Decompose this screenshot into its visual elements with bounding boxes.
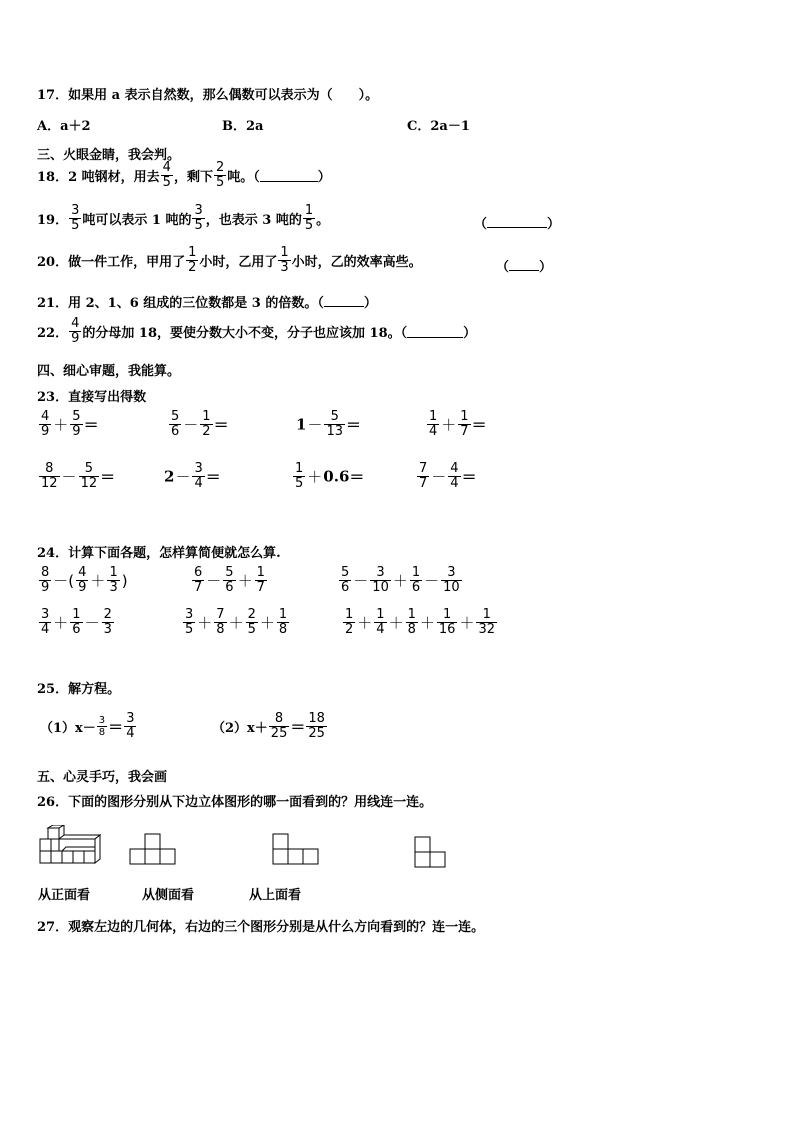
q20-answer: （ ） xyxy=(496,260,553,275)
q25-title: 25．解方程。 xyxy=(37,682,121,697)
q18: 18．2 吨钢材，用去 $\frac{4}{5}$ ，剩下 $\frac{2}{5}$ 吨。（ ） xyxy=(37,160,331,190)
section-5-heading: 五、心灵手巧，我会画 xyxy=(37,770,168,785)
fraction: $\frac{4}{5}$ xyxy=(162,160,171,190)
q23-item-7: $\frac{1}{5}$ ＋0.6＝ xyxy=(295,461,365,491)
fraction: $\frac{1}{3}$ xyxy=(280,245,289,275)
q23-item-2: $\frac{5}{6}$ － $\frac{1}{2}$ ＝ xyxy=(171,409,229,439)
fraction: $\frac{1}{2}$ xyxy=(188,245,197,275)
section-4-heading: 四、细心审题，我能算。 xyxy=(37,364,181,379)
view-label-front: 从正面看 xyxy=(38,888,91,903)
q26-title: 26．下面的图形分别从下边立体图形的哪一面看到的？用线连一连。 xyxy=(37,795,433,810)
q23-item-5: $\frac{8}{12}$ － $\frac{5}{12}$ ＝ xyxy=(41,461,116,491)
q25-equation-1: （1）x－ $\frac{3}{8}$ ＝ $\frac{3}{4}$ xyxy=(40,711,135,741)
q22: 22． $\frac{4}{9}$ 的分母加 18，要使分数大小不变，分子也应该加 18。（ ） xyxy=(37,316,477,346)
view-figure-2 xyxy=(272,832,320,866)
q17-option-c: C．2a－1 xyxy=(407,119,470,134)
q24-expr-4: $\frac{3}{4}$ ＋ $\frac{1}{6}$ － $\frac{2}{3}$ xyxy=(41,607,112,637)
q19: 19． $\frac{3}{5}$ 吨可以表示 1 吨的 $\frac{3}{5}$ ，也表示 3 吨的 $\frac{1}{5}$ 。 xyxy=(37,203,330,233)
section-3-heading: 三、火眼金睛，我会判。 xyxy=(37,148,181,163)
q23-item-1: $\frac{4}{9}$ ＋ $\frac{5}{9}$ ＝ xyxy=(41,409,99,439)
q23-item-6: 2－ $\frac{3}{4}$ ＝ xyxy=(164,461,221,491)
q19-answer: （ ） xyxy=(474,217,561,232)
fraction: $\frac{3}{5}$ xyxy=(71,203,80,233)
q24-expr-2: $\frac{6}{7}$ － $\frac{5}{6}$ ＋ $\frac{1}{7}$ xyxy=(194,565,265,595)
answer-blank[interactable] xyxy=(509,259,539,271)
q24-title: 24．计算下面各题，怎样算简便就怎么算. xyxy=(37,546,281,561)
answer-blank[interactable] xyxy=(407,326,463,338)
answer-blank[interactable] xyxy=(260,170,318,182)
q24-expr-1: $\frac{8}{9}$ －( $\frac{4}{9}$ ＋ $\frac{1}{3}$ ) xyxy=(41,565,128,595)
view-label-side: 从侧面看 xyxy=(142,888,195,903)
q23-item-3: 1－ $\frac{5}{13}$ ＝ xyxy=(296,409,362,439)
q27-title: 27．观察左边的几何体，右边的三个图形分别是从什么方向看到的？连一连。 xyxy=(37,920,485,935)
q23-item-8: $\frac{7}{7}$ － $\frac{4}{4}$ ＝ xyxy=(419,461,477,491)
fraction: $\frac{1}{5}$ xyxy=(304,203,314,233)
q24-expr-5: $\frac{3}{5}$ ＋ $\frac{7}{8}$ ＋ $\frac{2}{5}$ ＋ $\frac{1}{8}$ xyxy=(185,607,288,637)
solid-figure-image xyxy=(38,825,102,867)
fraction: $\frac{4}{9}$ xyxy=(71,316,80,346)
view-figure-1 xyxy=(129,832,177,866)
q23-item-4: $\frac{1}{4}$ ＋ $\frac{1}{7}$ ＝ xyxy=(429,409,487,439)
q17-text: 17．如果用 a 表示自然数，那么偶数可以表示为（ ）。 xyxy=(37,88,379,103)
fraction: $\frac{2}{5}$ xyxy=(215,160,225,190)
view-label-top: 从上面看 xyxy=(249,888,302,903)
q24-expr-6: $\frac{1}{2}$ ＋ $\frac{1}{4}$ ＋ $\frac{1}{8}$ ＋ $\frac{1}{16}$ ＋ $\frac{1}{32}$ xyxy=(345,607,495,637)
q23-title: 23．直接写出得数 xyxy=(37,390,147,405)
q25-equation-2: （2）x＋ $\frac{8}{25}$ ＝ $\frac{18}{25}$ xyxy=(212,711,325,741)
answer-blank[interactable] xyxy=(487,216,547,228)
q17-option-a: A．a＋2 xyxy=(37,119,91,134)
q24-expr-3: $\frac{5}{6}$ － $\frac{3}{10}$ ＋ $\frac{1}{6}$ － $\frac{3}{10}$ xyxy=(341,565,460,595)
q20: 20．做一件工作，甲用了 $\frac{1}{2}$ 小时，乙用了 $\frac{1}{3}$ 小时，乙的效率高些。 xyxy=(37,245,422,275)
fraction: $\frac{3}{5}$ xyxy=(194,203,203,233)
answer-blank[interactable] xyxy=(324,295,364,307)
q17-option-b: B．2a xyxy=(222,119,264,134)
view-figure-3 xyxy=(414,836,448,870)
q21: 21．用 2、1、6 组成的三位数都是 3 的倍数。（ ） xyxy=(37,296,377,311)
